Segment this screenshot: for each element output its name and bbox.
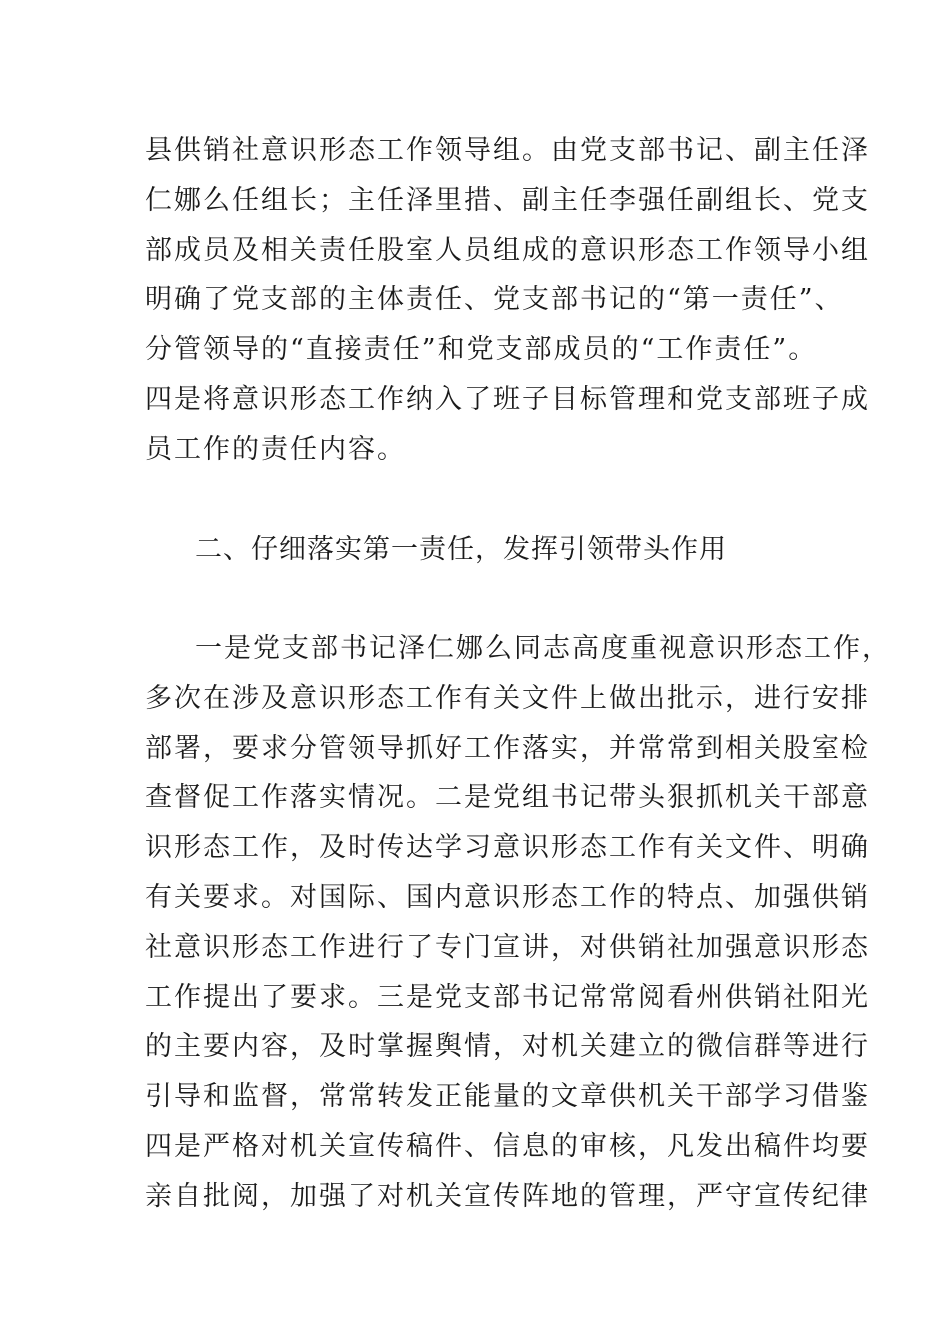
- paragraph-line: 多次在涉及意识形态工作有关文件上做出批示，进行安排: [145, 682, 870, 714]
- paragraph-line: 识形态工作，及时传达学习意识形态工作有关文件、明确: [145, 832, 870, 864]
- paragraph-line: 的主要内容，及时掌握舆情，对机关建立的微信群等进行: [145, 1031, 870, 1063]
- paragraph-line: 查督促工作落实情况。二是党组书记带头狠抓机关干部意: [145, 782, 870, 814]
- paragraph-line: 社意识形态工作进行了专门宣讲，对供销社加强意识形态: [145, 931, 870, 963]
- paragraph-line: 亲自批阅，加强了对机关宣传阵地的管理，严守宣传纪律: [145, 1180, 870, 1212]
- paragraph-line: 四是严格对机关宣传稿件、信息的审核，凡发出稿件均要: [145, 1130, 870, 1162]
- paragraph-line: 分管领导的“直接责任”和党支部成员的“工作责任”。: [145, 334, 818, 366]
- paragraph-line: 明确了党支部的主体责任、党支部书记的“第一责任”、: [145, 284, 844, 316]
- paragraph-line: 部署，要求分管领导抓好工作落实，并常常到相关股室检: [145, 732, 870, 764]
- paragraph-first-responsibility: [145, 624, 891, 1222]
- paragraph-line: 引导和监督，常常转发正能量的文章供机关干部学习借鉴: [145, 1081, 870, 1113]
- paragraph-leadership-group: [145, 126, 870, 475]
- paragraph-line: 县供销社意识形态工作领导组。由党支部书记、副主任泽: [145, 135, 870, 166]
- paragraph-line: 部成员及相关责任股室人员组成的意识形态工作领导小组: [145, 234, 870, 266]
- paragraph-line: 有关要求。对国际、国内意识形态工作的特点、加强供销: [145, 881, 870, 913]
- paragraph-line: 工作提出了要求。三是党支部书记常常阅看州供销社阳光: [145, 981, 870, 1013]
- paragraph-line: 员工作的责任内容。: [145, 433, 406, 465]
- paragraph-line: 四是将意识形态工作纳入了班子目标管理和党支部班子成: [145, 383, 870, 415]
- paragraph-line: 仁娜么任组长；主任泽里措、副主任李强任副组长、党支: [145, 184, 870, 216]
- section-heading: 二、仔细落实第一责任，发挥引领带头作用: [195, 534, 727, 565]
- paragraph-line: 一是党支部书记泽仁娜么同志高度重视意识形态工作，: [195, 633, 891, 664]
